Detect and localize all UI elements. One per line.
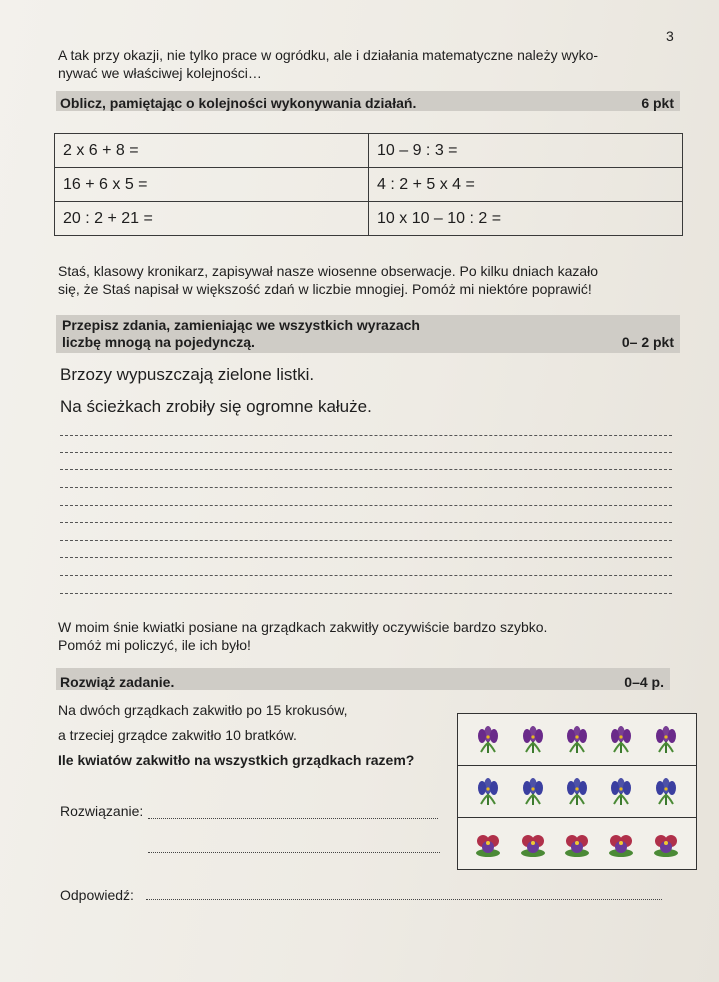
flower-bed-row — [458, 818, 696, 869]
expression-cell[interactable]: 4 : 2 + 5 x 4 = — [369, 168, 683, 202]
writing-line[interactable] — [60, 557, 672, 558]
task1-points: 6 pkt — [641, 95, 674, 111]
pansy-icon — [651, 829, 681, 859]
expression-cell[interactable]: 10 – 9 : 3 = — [369, 134, 683, 168]
page-number: 3 — [666, 28, 674, 44]
solution-label: Rozwiązanie: — [60, 803, 144, 819]
task1-header — [56, 91, 680, 111]
intro-text — [58, 46, 658, 82]
chronicle-line-1: Staś, klasowy kronikarz, zapisywał nasze wiosenne obserwacje. Po kilku dniach kazało — [58, 263, 599, 279]
task2-header — [56, 315, 680, 353]
flower-bed-row — [458, 766, 696, 818]
crocus-icon — [562, 777, 592, 807]
chronicle-line-2: się, że Staś napisał w większość zdań w liczbie mnogiej. Pomóż mi niektóre poprawić! — [58, 281, 592, 297]
writing-line[interactable] — [60, 452, 672, 453]
task3-points: 0–4 p. — [624, 674, 664, 690]
expression-cell[interactable]: 20 : 2 + 21 = — [55, 202, 369, 236]
expression-cell[interactable]: 2 x 6 + 8 = — [55, 134, 369, 168]
writing-line[interactable] — [60, 575, 672, 576]
table-row — [55, 134, 683, 168]
flower-bed-row — [458, 714, 696, 766]
dream-line-2: Pomóż mi policzyć, ile ich było! — [58, 637, 251, 653]
dream-line-1: W moim śnie kwiatki posiane na grządkach zakwitły oczywiście bardzo szybko. — [58, 619, 548, 635]
problem-question: Ile kwiatów zakwitło na wszystkich grządkach razem? — [58, 752, 415, 768]
crocus-icon — [606, 777, 636, 807]
solution-line[interactable] — [148, 852, 440, 853]
flower-beds-illustration — [457, 713, 697, 870]
pansy-icon — [606, 829, 636, 859]
sentence-2: Na ścieżkach zrobiły się ogromne kałuże. — [60, 397, 372, 416]
answer-line[interactable] — [146, 899, 662, 900]
task3-header — [56, 668, 670, 690]
intro-line-2: nywać we właściwej kolejności… — [58, 65, 262, 81]
task1-instruction: Oblicz, pamiętając o kolejności wykonywania działań. — [60, 95, 417, 111]
task2-points: 0– 2 pkt — [621, 334, 674, 350]
pansy-icon — [562, 829, 592, 859]
task2-instruction-line-2: liczbę mnogą na pojedynczą. — [62, 334, 255, 350]
writing-line[interactable] — [60, 522, 672, 523]
math-expressions-table — [54, 133, 683, 236]
pansy-icon — [473, 829, 503, 859]
writing-line[interactable] — [60, 593, 672, 594]
expression-cell[interactable]: 10 x 10 – 10 : 2 = — [369, 202, 683, 236]
task2-instruction — [62, 317, 420, 351]
task2-instruction-line-1: Przepisz zdania, zamieniając we wszystkich wyrazach — [62, 317, 420, 333]
crocus-icon — [606, 725, 636, 755]
dream-text — [58, 618, 658, 654]
crocus-icon — [562, 725, 592, 755]
crocus-icon — [473, 725, 503, 755]
crocus-icon — [651, 777, 681, 807]
solution-line[interactable] — [148, 818, 438, 819]
crocus-icon — [651, 725, 681, 755]
pansy-icon — [518, 829, 548, 859]
crocus-icon — [518, 725, 548, 755]
problem-line-1: Na dwóch grządkach zakwitło po 15 krokusów, — [58, 702, 348, 718]
table-row — [55, 168, 683, 202]
intro-line-1: A tak przy okazji, nie tylko prace w ogródku, ale i działania matematyczne należy wyko- — [58, 47, 599, 63]
answer-label: Odpowiedź: — [60, 887, 134, 903]
table-row — [55, 202, 683, 236]
writing-line[interactable] — [60, 469, 672, 470]
chronicle-text — [58, 262, 680, 298]
sentence-1: Brzozy wypuszczają zielone listki. — [60, 365, 315, 384]
expression-cell[interactable]: 16 + 6 x 5 = — [55, 168, 369, 202]
task3-instruction: Rozwiąż zadanie. — [60, 674, 175, 690]
crocus-icon — [518, 777, 548, 807]
writing-line[interactable] — [60, 435, 672, 436]
writing-line[interactable] — [60, 505, 672, 506]
writing-line[interactable] — [60, 540, 672, 541]
problem-line-2: a trzeciej grządce zakwitło 10 bratków. — [58, 727, 297, 743]
crocus-icon — [473, 777, 503, 807]
writing-line[interactable] — [60, 487, 672, 488]
